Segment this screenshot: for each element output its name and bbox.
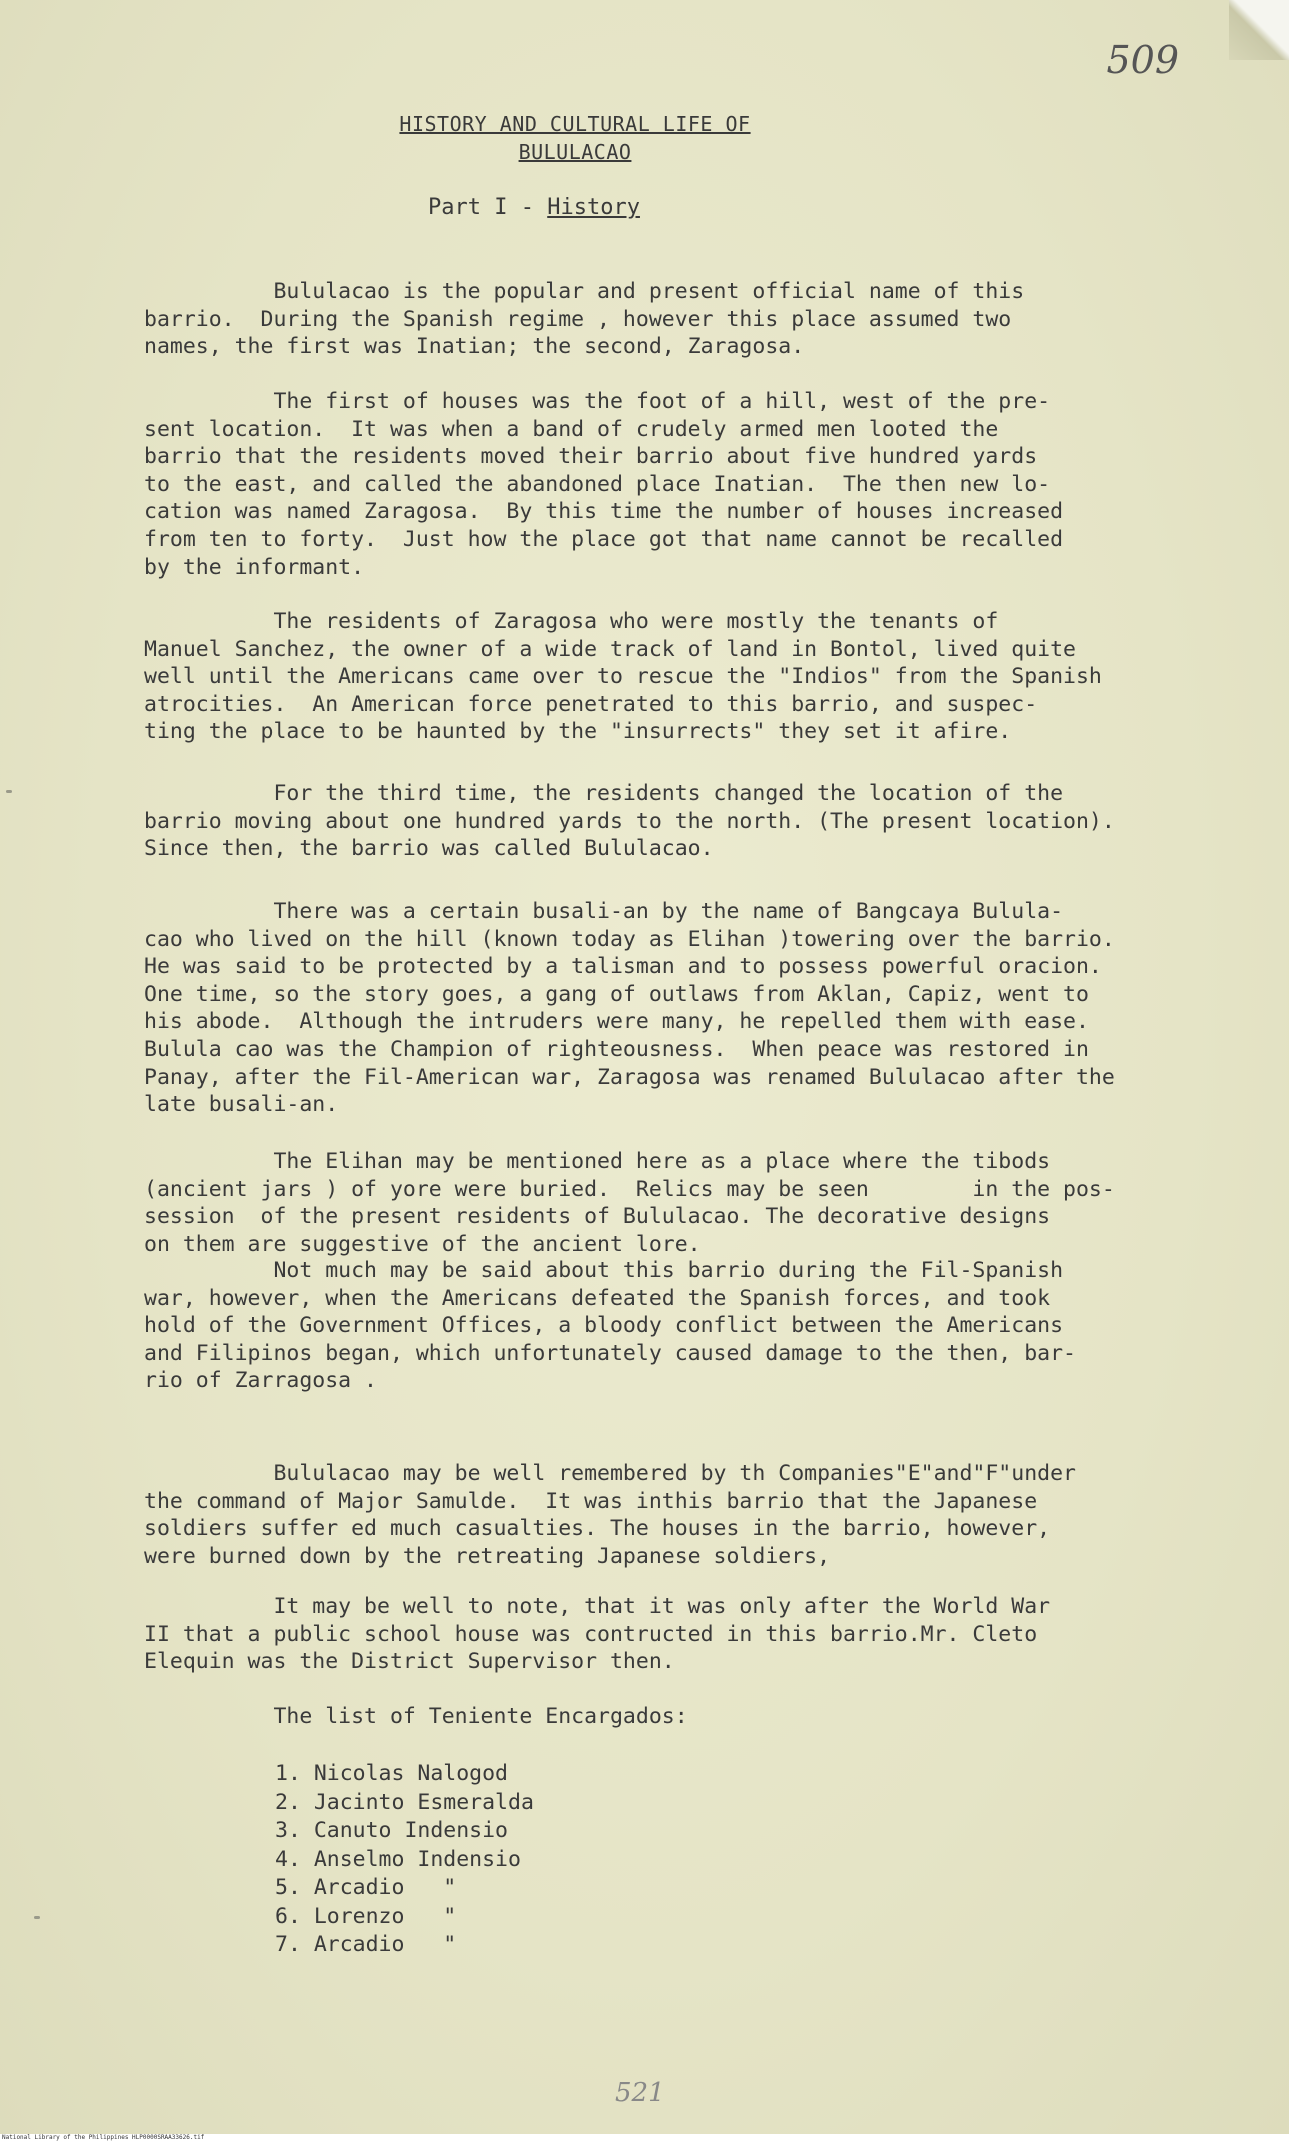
list-item: 1. Nicolas Nalogod — [275, 1761, 508, 1786]
paragraph: Bululacao is the popular and present official name of this barrio. During the Spanish regime , however this place assumed two names, the first was Inatian; the second, Zaragosa. — [144, 279, 1025, 360]
paragraph: Not much may be said about this barrio during the Fil-Spanish war, however, when the Americans defeated the Spanish forces, and took hold of the Government Offices, a bloody conflict between the Americans and Filipinos began, which unfortunately caused damage to the then, bar- rio of Zarragosa . — [144, 1258, 1076, 1394]
list-item: 5. Arcadio " — [275, 1875, 457, 1900]
part-prefix: Part I - — [428, 195, 548, 220]
document-title-line1: HISTORY AND CULTURAL LIFE OF — [399, 112, 751, 136]
list-item: 6. Lorenzo " — [275, 1903, 457, 1929]
part-heading — [428, 195, 640, 220]
scan-mark — [6, 790, 12, 793]
list-item: 4. Anselmo Indensio — [275, 1846, 521, 1872]
paragraph: The residents of Zaragosa who were mostly the tenants of Manuel Sanchez, the owner of a wide track of land in Bontol, lived quite well until the Americans came over to rescue the "Indios" from the Spanish atrocities. An American force penetrated to this barrio, and suspec- ting the place to be haunted by the "insurrects" they set it afire. — [144, 609, 1102, 745]
scan-footer: National Library of the Philippines HLP0000SRAA33626.tif — [0, 2134, 1289, 2142]
teniente-list — [275, 1760, 534, 1960]
page-number-bottom: 521 — [615, 2078, 665, 2108]
paragraph: There was a certain busali-an by the name of Bangcaya Bulula- cao who lived on the hill (known today as Elihan )towering over the barrio. He was said to be protected by a talisman and to possess powerful oracion. One time, so the story goes, a gang of outlaws from Aklan, Capiz, went to his abode. Although the intruders were many, he repelled them with ease. Bulula cao was the Champion of righteousness. When peace was restored in Panay, after the Fil-American war, Zaragosa was renamed Bululacao after the late busali-an. — [144, 899, 1115, 1118]
paragraph: It may be well to note, that it was only after the World War II that a public school house was contructed in this barrio.Mr. Cleto Elequin was the District Supervisor then. — [144, 1594, 1051, 1675]
list-item: 2. Jacinto Esmeralda — [275, 1789, 534, 1815]
document-title-line2: BULULACAO — [518, 140, 632, 164]
paragraph: The Elihan may be mentioned here as a place where the tibods (ancient jars ) of yore were buried. Relics may be seen in the pos- session of the present residents of Bululacao. The decorative designs on them are suggestive of the ancient lore. — [144, 1149, 1115, 1257]
page-number-handwritten: 509 — [1106, 38, 1179, 82]
paragraph: For the third time, the residents changed the location of the barrio moving about one hundred yards to the north. (The present location). Since then, the barrio was called Bululacao. — [144, 781, 1115, 862]
list-item: 7. Arcadio " — [275, 1932, 457, 1957]
paragraph: The first of houses was the foot of a hill, west of the pre- sent location. It was when a band of crudely armed men looted the barrio that the residents moved their barrio about five hundred yards to the east, and called the abandoned place Inatian. The then new lo- cation was named Zaragosa. By this time the number of houses increased from ten to forty. Just how the place got that name cannot be recalled by the informant. — [144, 389, 1064, 580]
list-intro: The list of Teniente Encargados: — [144, 1704, 688, 1729]
part-title: History — [547, 195, 640, 220]
list-item: 3. Canuto Indensio — [275, 1818, 508, 1843]
paragraph: Bululacao may be well remembered by th Companies"E"and"F"under the command of Major Samulde. It was inthis barrio that the Japanese soldiers suffer ed much casualties. The houses in the barrio, however, were burned down by the retreating Japanese soldiers, — [144, 1461, 1076, 1569]
scan-mark — [34, 1916, 40, 1919]
folded-corner — [1229, 0, 1289, 60]
